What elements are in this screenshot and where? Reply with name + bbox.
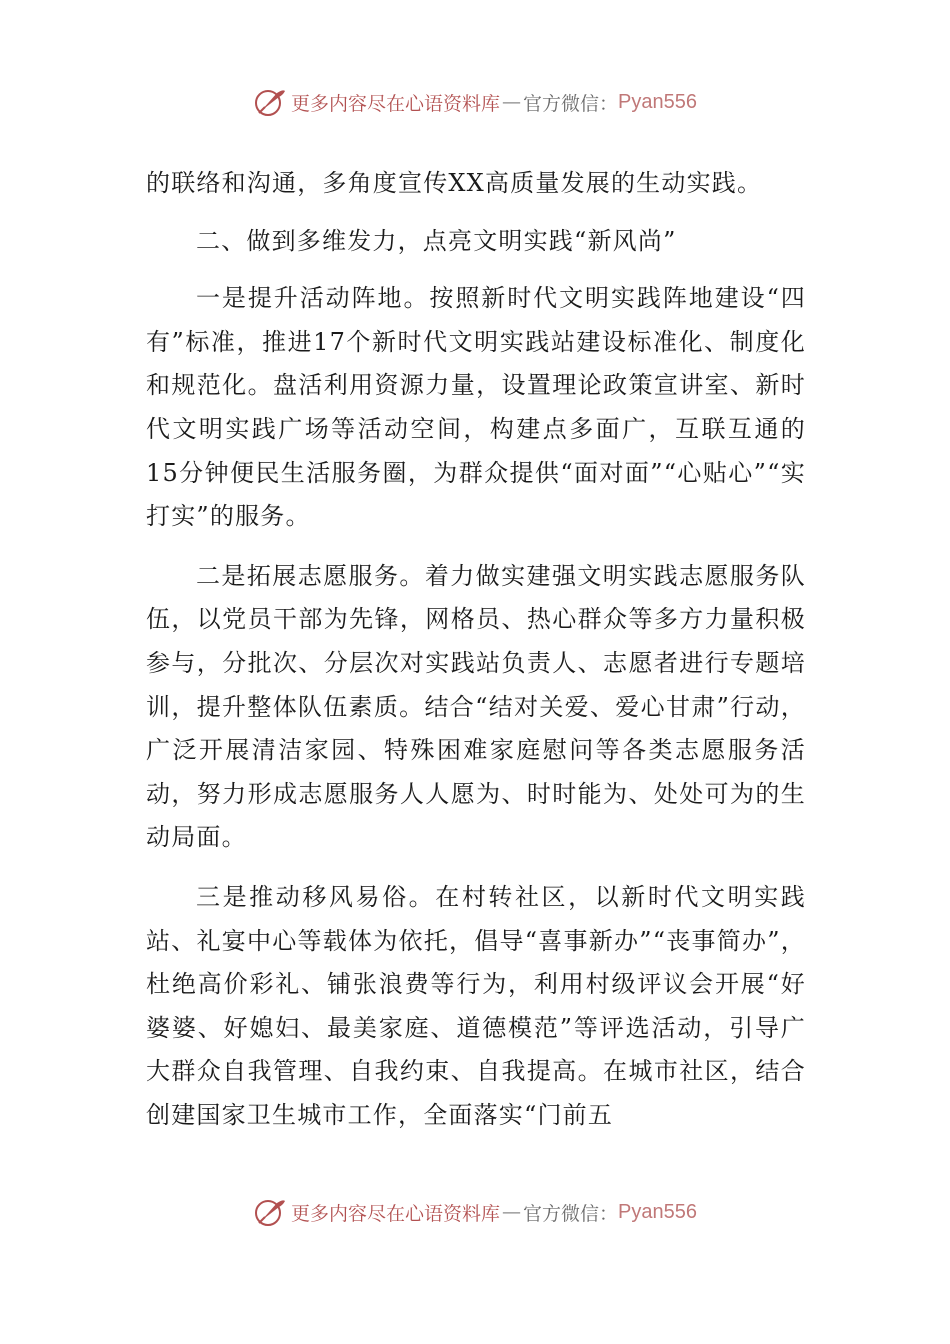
paragraph-continuation: 的联络和沟通，多角度宣传XX高质量发展的生动实践。 — [146, 169, 763, 197]
banner-wechat-label: 官方微信： — [523, 92, 619, 115]
banner-title: 更多内容尽在心语资料库 — [291, 92, 501, 115]
banner-dash: — — [502, 91, 522, 113]
document-body — [146, 162, 806, 1137]
header-banner — [0, 82, 950, 122]
section-heading: 二、做到多维发力，点亮文明实践“新风尚” — [196, 226, 677, 255]
paragraph-customs-reform: 三是推动移风易俗。在村转社区，以新时代文明实践站、礼宴中心等载体为依托，倡导“喜事新办”“丧事简办”，杜绝高价彩礼、铺张浪费等行为，利用村级评议会开展“好婆婆、好媳妇、最美家庭、道德模范”等评选活动，引导广大群众自我管理、自我约束、自我提高。在城市社区，结合创建国家卫生城市工作，全面落实“门前五 — [146, 882, 806, 1129]
banner-wechat-id: Pyan556 — [618, 1200, 697, 1223]
paragraph-activity-venues: 一是提升活动阵地。按照新时代文明实践阵地建设“四有”标准，推进17个新时代文明实践站建设标准化、制度化和规范化。盘活利用资源力量，设置理论政策宣讲室、新时代文明实践广场等活动空间，构建点多面广，互联互通的15分钟便民生活服务圈，为群众提供“面对面”“心贴心”“实打实”的服务。 — [146, 284, 806, 531]
quill-pen-logo-icon — [253, 85, 287, 119]
banner-wechat-label: 官方微信： — [523, 1202, 619, 1225]
quill-pen-logo-icon — [253, 1195, 287, 1229]
paragraph-volunteer-service: 二是拓展志愿服务。着力做实建强文明实践志愿服务队伍，以党员干部为先锋，网格员、热心群众等多方力量积极参与，分批次、分层次对实践站负责人、志愿者进行专题培训，提升整体队伍素质。结合“结对关爱、爱心甘肃”行动，广泛开展清洁家园、特殊困难家庭慰问等各类志愿服务活动，努力形成志愿服务人人愿为、时时能为、处处可为的生动局面。 — [146, 561, 806, 852]
footer-banner — [0, 1192, 950, 1232]
banner-title: 更多内容尽在心语资料库 — [291, 1202, 501, 1225]
banner-dash: — — [502, 1201, 522, 1223]
banner-wechat-id: Pyan556 — [618, 90, 697, 113]
